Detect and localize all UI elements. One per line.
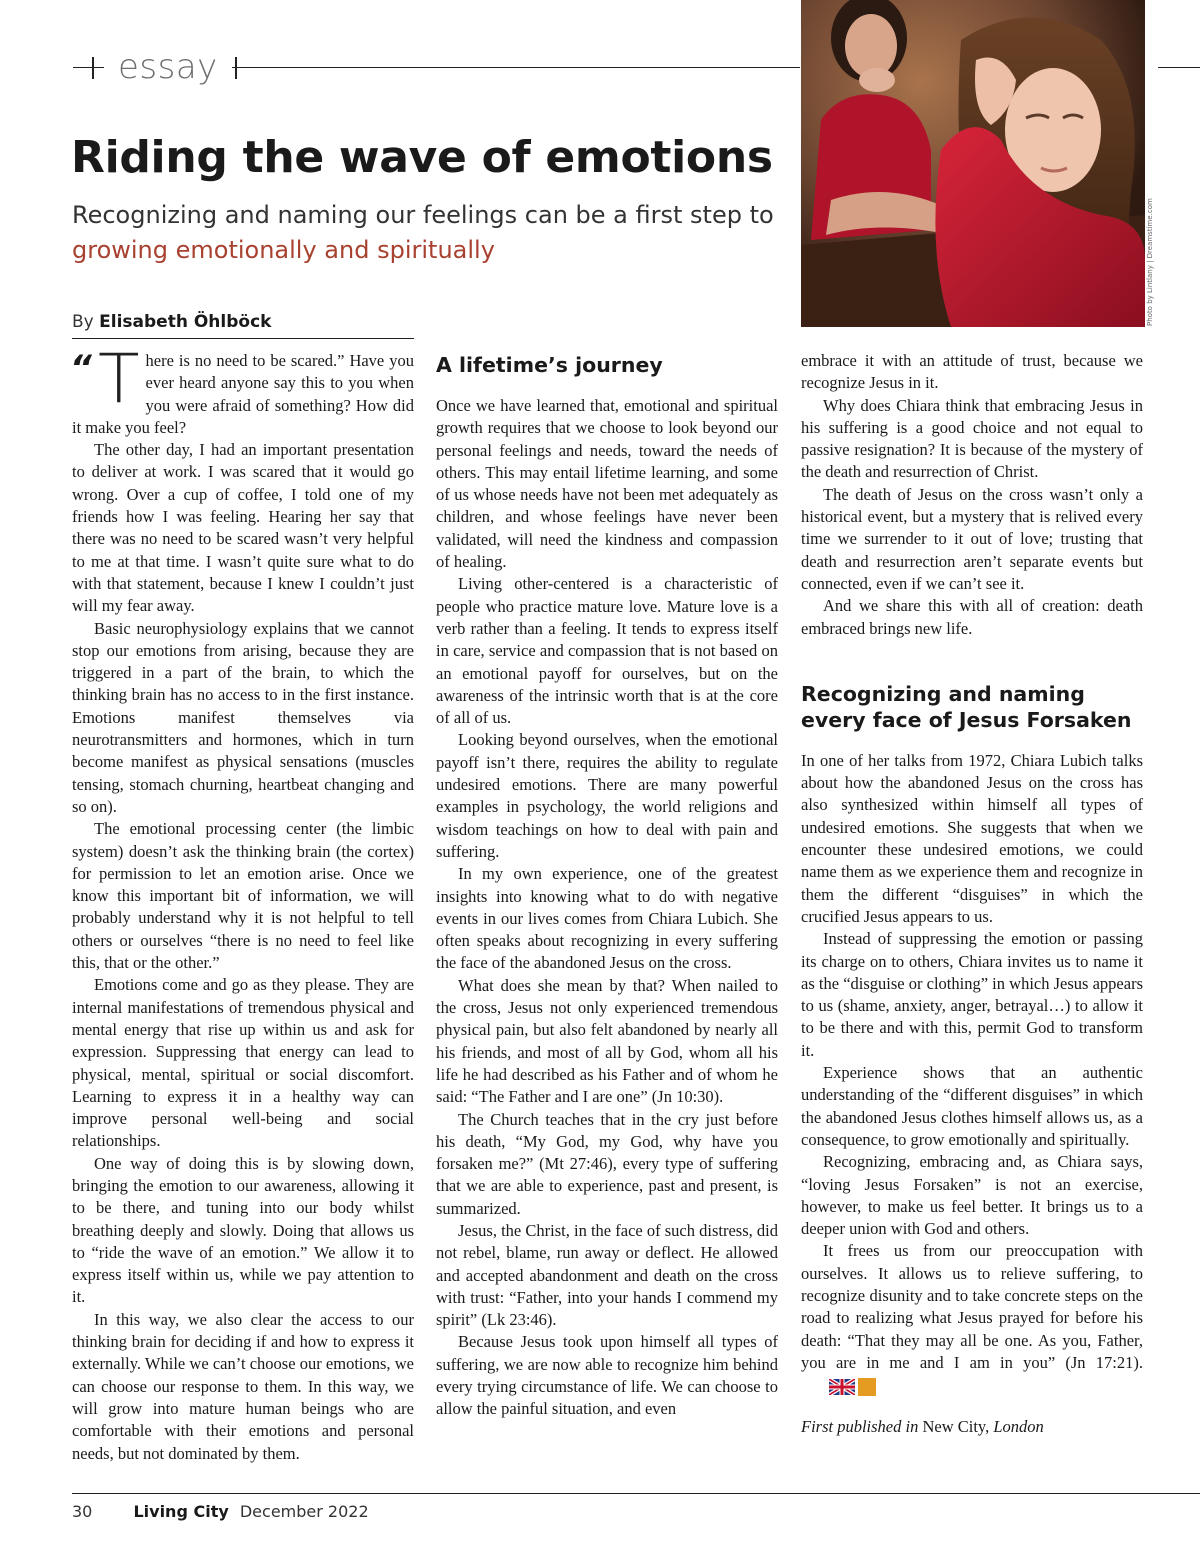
column-1: [70, 340, 414, 1465]
paragraph: What does she mean by that? When nailed to the cross, Jesus not only experienced tremendous physical pain, but also felt abandoned by nearly all his friends, and most of all by God, whom all his life he had described as his Father and of whom he said: “The Father and I are one” (Jn 10:30).: [436, 975, 778, 1107]
photo-illustration: [801, 0, 1145, 327]
drop-cap: T: [98, 340, 140, 419]
photo-credit: Photo by Lintlany | Dreamstime.com: [1146, 198, 1154, 326]
uk-flag-icon: [829, 1379, 855, 1395]
paragraph: Looking beyond ourselves, when the emotional payoff isn’t there, requires the ability to regulate undesired emotions. There are many powerful examples in psychology, the world religions and wisdom teachings on how to deal with pain and suffering.: [436, 730, 778, 861]
living-city-logo-icon: LC: [858, 1378, 876, 1396]
page-footer: [72, 1500, 369, 1524]
subhead-line-2: every face of Jesus Forsaken: [801, 707, 1132, 732]
column-2: [436, 350, 778, 1421]
paragraph: Instead of suppressing the emotion or passing its charge on to others, Chiara invites us to name it as the “disguise or clothing” in which Jesus appears to us (shame, anxiety, anger, betrayal…) to allow it to be there and with this, permit God to transform it.: [801, 929, 1143, 1060]
first-pub-publication: New City,: [922, 1416, 990, 1436]
column-3: [801, 350, 1143, 1438]
paragraph: The emotional processing center (the limbic system) doesn’t ask the thinking brain (the cortex) for permission to let an emotion arise. Once we know this important bit of information, we will probably understand why it is not helpful to tell others or ourselves “there is no need to feel like this, that or the other.”: [72, 819, 414, 973]
paragraph: Once we have learned that, emotional and spiritual growth requires that we choose to look beyond our personal feelings and needs, toward the needs of others. This may entail lifetime learning, and some of us whose needs have not been met adequately as children, and whose feelings have never been validated, will need the kindness and compassion of healing.: [436, 396, 778, 572]
article-subtitle: [72, 198, 792, 268]
paragraph: Experience shows that an authentic understanding of the “different disguises” in which the abandoned Jesus clothes himself allows us, as a consequence, to grow emotionally and spiritually.: [801, 1063, 1143, 1149]
header-rule-right: [1158, 67, 1200, 68]
first-published-note: [801, 1416, 1143, 1438]
paragraph: Recognizing, embracing and, as Chiara says, “loving Jesus Forsaken” is not an exercise, however, to make us feel better. It brings us to a deeper union with God and others.: [801, 1152, 1143, 1239]
byline: [72, 309, 414, 339]
byline-prefix: By: [72, 312, 94, 332]
paragraph: embrace it with an attitude of trust, because we recognize Jesus in it.: [801, 351, 1143, 393]
paragraph: Because Jesus took upon himself all types of suffering, we are now able to recognize him behind every trying circumstance of life. We can choose to allow the painful situation, and even: [436, 1332, 778, 1419]
header-rule-tick-right: [235, 57, 237, 79]
paragraph: here is no need to be scared.” Have you ever heard anyone say this to you when you were afraid of something? How did it make you feel?: [72, 351, 414, 437]
paragraph-final: [801, 1240, 1143, 1397]
article-title: Riding the wave of emotions: [71, 132, 773, 183]
footer-rule: [72, 1493, 1200, 1494]
author-name: Elisabeth Öhlböck: [99, 312, 272, 332]
subtitle-accent: growing emotionally and spiritually: [72, 236, 495, 264]
section-label: essay: [104, 44, 232, 90]
opening-paragraph: [70, 340, 414, 439]
paragraph: Emotions come and go as they please. They are internal manifestations of tremendous physical and mental energy that rise up within us and ask for expression. Suppressing that energy can lead to physical, mental, spiritual or social discomfort. Learning to express it in a healthy way can improve personal well-being and social relationships.: [72, 975, 414, 1151]
paragraph: The Church teaches that in the cry just before his death, “My God, my God, why have you forsaken me?” (Mt 27:46), every type of suffering that we are able to experience, past and present, is summarized.: [436, 1109, 778, 1218]
end-marks: [807, 1375, 894, 1397]
opening-quote-mark: “: [70, 348, 92, 388]
issue-date: December 2022: [239, 1502, 369, 1521]
subhead-lifetime-journey: A lifetime’s journey: [436, 353, 663, 377]
magazine-name: Living City: [133, 1502, 229, 1521]
paragraph: The death of Jesus on the cross wasn’t only a historical event, but a mystery that is relived every time we surrender to it out of love; trusting that death and resurrection aren’t separate events but connected, even if we can’t see it.: [801, 484, 1143, 593]
article-photo: [801, 0, 1145, 327]
header-rule-tick-left: [92, 57, 94, 79]
paragraph: The other day, I had an important presentation to deliver at work. I was scared that it would go wrong. Over a cup of coffee, I told one of my friends how I was feeling. Hearing her say that there was no need to be scared wasn’t very helpful to me at that time. I wasn’t quite sure what to do with that statement, because I knew I couldn’t just will my fear away.: [72, 440, 414, 616]
first-pub-label: First published in: [801, 1416, 919, 1436]
paragraph: And we share this with all of creation: death embraced brings new life.: [801, 596, 1143, 638]
paragraph: Living other-centered is a characteristic of people who practice mature love. Mature love is a verb rather than a feeling. It tends to express itself in care, service and compassion that is not based on an emotional payoff for ourselves, but on the awareness of the intrinsic worth that is at the core of all of us.: [436, 574, 778, 728]
page-number: 30: [72, 1502, 93, 1521]
paragraph: In one of her talks from 1972, Chiara Lubich talks about how the abandoned Jesus on the cross has also synthesized within himself all types of undesired emotions. She suggests that when we encounter these undesired emotions, we could name them as we experience them and recognize in them the different “disguises” in which the crucified Jesus appears to us.: [801, 750, 1143, 926]
paragraph: One way of doing this is by slowing down, bringing the emotion to our awareness, allowing it to be there, and tuning into our body whilst breathing deeply and slowly. Doing that allows us to “ride the wave of an emotion.” We allow it to express itself within us, while we pay attention to it.: [72, 1153, 414, 1307]
paragraph: Why does Chiara think that embracing Jesus in his suffering is a good choice and not equal to passive resignation? It is because of the mystery of the death and resurrection of Christ.: [801, 395, 1143, 482]
paragraph: Jesus, the Christ, in the face of such distress, did not rebel, blame, run away or deflect. He allowed and accepted abandonment and death on the cross with trust: “Father, into your hands I commend my spirit” (Lk 23:46).: [436, 1220, 778, 1330]
paragraph: In this way, we also clear the access to our thinking brain for deciding if and how to express it externally. While we can’t choose our emotions, we can choose our response to them. In this way, we will grow into mature human beings who are comfortable with their emotions and personal needs, but not dominated by them.: [72, 1309, 414, 1463]
paragraph-final-text: It frees us from our preoccupation with ourselves. It allows us to relieve suffering, to recognize disunity and to take concrete steps on the road to realizing what Jesus prayed for before his death: “That they may all be one. As you, Father, you are in me and I am in you” (Jn 17:21).: [801, 1241, 1143, 1372]
first-pub-place: London: [993, 1416, 1044, 1436]
subhead-line-1: Recognizing and naming: [801, 681, 1085, 706]
paragraph: In my own experience, one of the greatest insights into knowing what to do with negative events in our lives comes from Chiara Lubich. She often speaks about recognizing in every suffering the face of the abandoned Jesus on the cross.: [436, 864, 778, 973]
paragraph: Basic neurophysiology explains that we cannot stop our emotions from arising, because they are triggered in a part of the brain, to which the thinking brain has no access to in the first instance. Emotions manifest themselves via neurotransmitters and hormones, which in turn become manifest as physical sensations (muscles tensing, stomach churning, heartbeat changing and so on).: [72, 618, 414, 816]
subtitle-text: Recognizing and naming our feelings can be a first step to: [72, 201, 774, 229]
subhead-recognizing-naming: [801, 681, 1143, 733]
